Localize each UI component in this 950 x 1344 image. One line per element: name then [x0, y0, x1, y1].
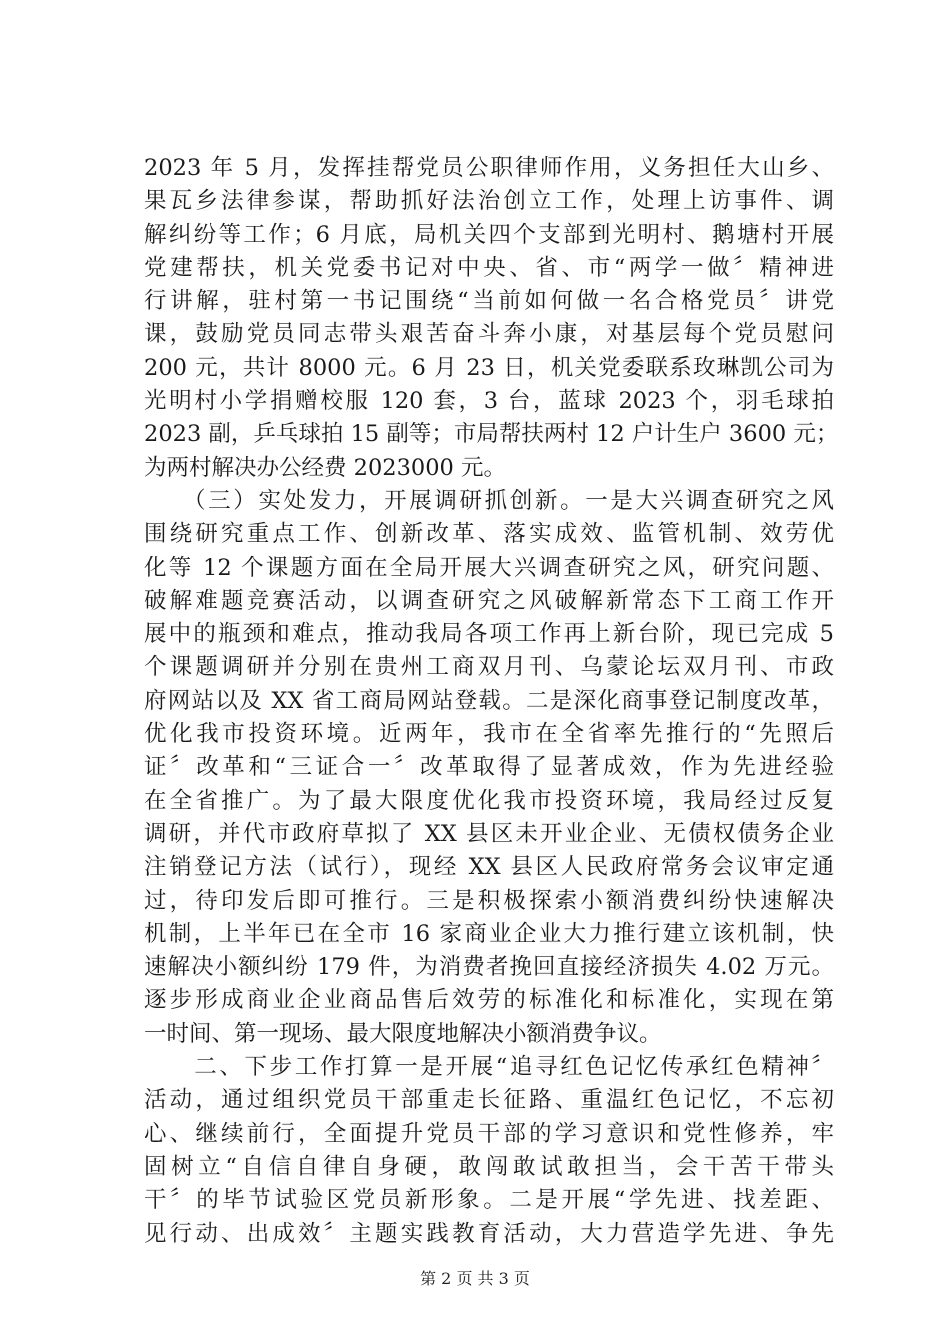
- body-text-line: 为两村解决办公经费 2023000 元。: [144, 454, 507, 481]
- document-body: [144, 152, 839, 1251]
- body-text-line: 围绕研究重点工作、创新改革、落实成效、监管机制、效劳优: [144, 521, 834, 548]
- body-text-line: 行讲解，驻村第一书记围绕“当前如何做一名合格党员〞讲党: [144, 288, 834, 315]
- body-text-line: 在全省推广。为了最大限度优化我市投资环境，我局经过反复: [144, 787, 834, 814]
- body-text-line: 逐步形成商业企业商品售后效劳的标准化和标准化，实现在第: [144, 987, 834, 1014]
- body-text-line: 破解难题竞赛活动，以调查研究之风破解新常态下工商工作开: [144, 587, 834, 614]
- body-text-line: 干〞的毕节试验区党员新形象。二是开展“学先进、找差距、: [144, 1187, 834, 1214]
- body-text-line: 党建帮扶，机关党委书记对中央、省、市“两学一做〞精神进: [144, 254, 834, 281]
- body-text-line: 光明村小学捐赠校服 120 套，3 台，蓝球 2023 个，羽毛球拍: [144, 388, 834, 415]
- body-text-line: 2023 年 5 月，发挥挂帮党员公职律师作用，义务担任大山乡、: [144, 155, 834, 181]
- body-text-line: 课，鼓励党员同志带头艰苦奋斗奔小康，对基层每个党员慰问: [144, 321, 834, 348]
- body-text-line: 果瓦乡法律参谋，帮助抓好法治创立工作，处理上访事件、调: [144, 188, 834, 215]
- body-text-line: 个课题调研并分别在贵州工商双月刊、乌蒙论坛双月刊、市政: [144, 654, 834, 681]
- body-text-line: 2023 副，乒乓球拍 15 副等；市局帮扶两村 12 户计生户 3600 元；: [144, 421, 839, 448]
- body-text-line: 一时间、第一现场、最大限度地解决小额消费争议。: [144, 1020, 662, 1047]
- body-text-line: 200 元，共计 8000 元。6 月 23 日，机关党委联系玫琳凯公司为: [144, 354, 834, 381]
- body-text-line: 优化我市投资环境。近两年，我市在全省率先推行的“先照后: [144, 721, 834, 748]
- body-text-line: 二、下步工作打算一是开展“追寻红色记忆传承红色精神〞: [144, 1054, 834, 1081]
- page-footer: 第 2 页 共 3 页: [420, 1269, 530, 1288]
- body-text-line: 解纠纷等工作；6 月底，局机关四个支部到光明村、鹅塘村开展: [144, 221, 834, 248]
- body-text-line: 展中的瓶颈和难点，推动我局各项工作再上新台阶，现已完成 5: [144, 621, 834, 648]
- body-text-line: 证〞改革和“三证合一〞改革取得了显著成效，作为先进经验: [144, 754, 834, 781]
- body-text-line: 速解决小额纠纷 179 件，为消费者挽回直接经济损失 4.02 万元。: [144, 954, 834, 981]
- body-text-line: 见行动、出成效〞主题实践教育活动，大力营造学先进、争先: [144, 1220, 834, 1247]
- body-text-line: （三）实处发力，开展调研抓创新。一是大兴调查研究之风: [144, 487, 834, 514]
- body-text-line: 府网站以及 XX 省工商局网站登载。二是深化商事登记制度改革，: [144, 687, 834, 714]
- body-text-line: 过，待印发后即可推行。三是积极探索小额消费纠纷快速解决: [144, 887, 834, 914]
- body-text-line: 活动，通过组织党员干部重走长征路、重温红色记忆，不忘初: [144, 1087, 834, 1114]
- body-text-line: 注销登记方法（试行），现经 XX 县区人民政府常务会议审定通: [144, 854, 834, 881]
- body-text-line: 调研，并代市政府草拟了 XX 县区未开业企业、无债权债务企业: [144, 820, 834, 847]
- body-text-line: 机制，上半年已在全市 16 家商业企业大力推行建立该机制，快: [144, 920, 834, 947]
- body-text-line: 心、继续前行，全面提升党员干部的学习意识和党性修养，牢: [144, 1120, 834, 1147]
- body-text-line: 化等 12 个课题方面在全局开展大兴调查研究之风，研究问题、: [144, 554, 834, 581]
- body-text-line: 固树立“自信自律自身硬，敢闯敢试敢担当，会干苦干带头: [144, 1153, 834, 1180]
